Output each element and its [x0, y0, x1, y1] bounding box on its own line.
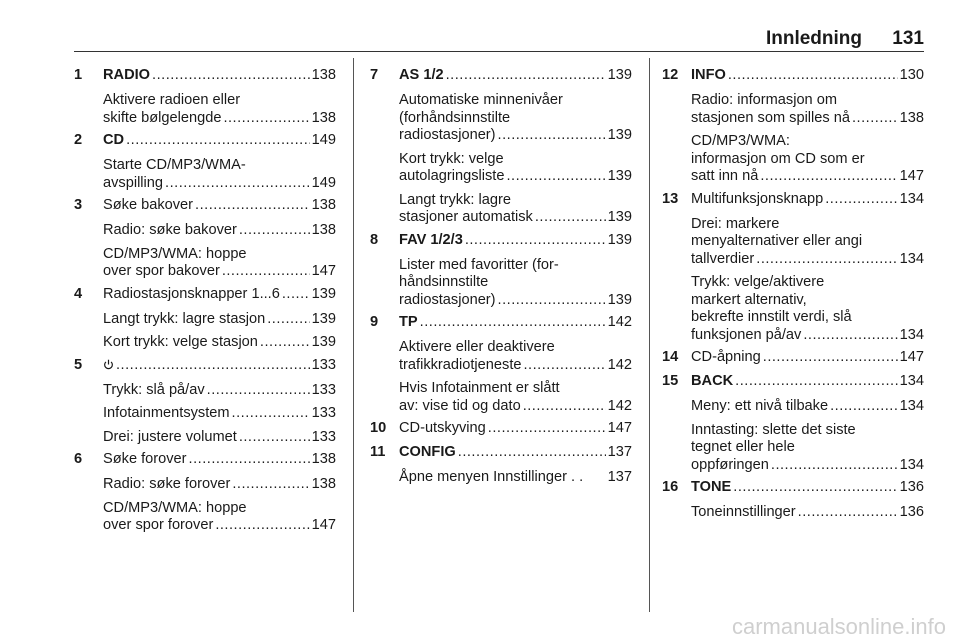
- dot-leader: [524, 357, 606, 375]
- sub-entry-line: (forhåndsinnstilte: [399, 109, 511, 126]
- entry-line: [691, 372, 924, 391]
- sub-entry-line: [103, 334, 336, 352]
- entry-line: [691, 478, 924, 497]
- sub-entry-line: CD/MP3/WMA: hoppe: [103, 245, 247, 262]
- sub-entry-line: [691, 457, 924, 475]
- sub-entry: [103, 157, 336, 192]
- header-rule: [74, 51, 924, 52]
- sub-entry-line: håndsinnstilte: [399, 274, 489, 290]
- sub-entry-text: av: vise tid og dato: [399, 397, 521, 414]
- page-reference[interactable]: 139: [607, 168, 632, 184]
- index-entry: [74, 131, 336, 151]
- sub-entry-text: skifte bølgelengde: [103, 109, 222, 126]
- entry-label: [399, 419, 486, 438]
- dot-leader: [488, 419, 606, 438]
- column-divider-1: [353, 58, 354, 612]
- entry-line: [399, 419, 632, 438]
- entry-label: [399, 231, 463, 250]
- dot-leader: [465, 231, 606, 250]
- sub-entry: [103, 311, 336, 329]
- sub-entry-line: [103, 110, 336, 128]
- sub-entry: [103, 334, 336, 352]
- sub-entry-line: Starte CD/MP3/WMA-: [103, 157, 246, 173]
- sub-entry: [691, 92, 924, 127]
- item-number: 14: [662, 349, 679, 365]
- entry-label-text: AS 1/2: [399, 67, 444, 83]
- entry-label-text: BACK: [691, 373, 734, 389]
- sub-entry-text: funksjonen på/av: [691, 326, 802, 343]
- sub-entry: [399, 257, 632, 310]
- sub-entry-line: [691, 327, 924, 345]
- dot-leader: [207, 382, 310, 400]
- sub-entry-line: Kort trykk: velge: [399, 150, 504, 167]
- entry-line: [399, 443, 632, 462]
- sub-entry-line: [399, 127, 632, 145]
- dot-leader: [189, 450, 310, 469]
- page-reference[interactable]: 139: [311, 334, 336, 350]
- entry-label-text: CD-utskyving: [399, 420, 486, 436]
- dot-leader: [282, 285, 310, 304]
- dot-leader: [760, 168, 897, 186]
- sub-entry-line: [399, 357, 632, 375]
- page-reference[interactable]: 138: [311, 109, 336, 126]
- item-number: 12: [662, 67, 679, 83]
- sub-entry-text: Toneinnstillinger: [691, 504, 796, 520]
- entry-label-text: CD: [103, 132, 125, 148]
- page-reference[interactable]: 142: [607, 314, 632, 330]
- item-number: 5: [74, 356, 83, 373]
- entry-line: [399, 231, 632, 250]
- page-reference[interactable]: 134: [899, 398, 924, 414]
- sub-entry-line: [103, 429, 336, 447]
- sub-entry-line: [691, 110, 924, 128]
- sub-entry-line: Langt trykk: lagre: [399, 191, 511, 208]
- entry-label: [691, 190, 823, 209]
- entry-line: [103, 131, 336, 150]
- index-entry: [74, 285, 336, 305]
- sub-entry: [399, 380, 632, 415]
- page-reference[interactable]: 133: [311, 381, 336, 398]
- sub-entry-line: [103, 311, 336, 329]
- dot-leader: [116, 356, 310, 375]
- page-reference[interactable]: 139: [311, 310, 336, 327]
- entry-line: [103, 285, 336, 304]
- sub-entry-text: Drei: justere volumet: [103, 428, 237, 445]
- page-reference[interactable]: 147: [899, 168, 924, 184]
- sub-entry-line: Radio: informasjon om: [691, 92, 838, 108]
- index-entry: [74, 356, 336, 376]
- page-reference[interactable]: 139: [607, 291, 632, 308]
- sub-entry-text: Kort trykk: velge stasjon: [103, 334, 258, 350]
- page-reference[interactable]: 134: [899, 190, 924, 207]
- item-number: 10: [370, 420, 387, 436]
- sub-entry: [691, 133, 924, 186]
- sub-entry-text: Infotainmentsystem: [103, 405, 230, 421]
- item-number: 8: [370, 231, 379, 248]
- sub-entry: [691, 504, 924, 522]
- index-entry: [662, 66, 924, 86]
- entry-line: [691, 190, 924, 209]
- dot-leader: [222, 263, 310, 281]
- sub-entry-line: CD/MP3/WMA:: [691, 133, 790, 149]
- column-divider-2: [649, 58, 650, 612]
- sub-entry-text: autolagringsliste: [399, 168, 505, 184]
- item-number: 13: [662, 190, 679, 207]
- dot-leader: [195, 196, 310, 215]
- sub-entry-text: over spor forover: [103, 517, 214, 533]
- dot-leader: [458, 443, 606, 462]
- dot-leader: [498, 127, 606, 145]
- entry-label: [103, 450, 187, 469]
- page-number: 131: [892, 28, 924, 49]
- sub-entry: [691, 274, 924, 344]
- index-entry: [370, 419, 632, 439]
- entry-line: [103, 356, 336, 375]
- sub-entry-line: Trykk: velge/aktivere: [691, 274, 825, 290]
- entry-label: [103, 66, 150, 85]
- dot-leader: [535, 209, 606, 227]
- dot-leader: [215, 517, 309, 535]
- sub-entry: [399, 339, 632, 374]
- page-reference[interactable]: 142: [607, 397, 632, 414]
- dot-leader: [165, 175, 310, 193]
- sub-entry-line: [399, 209, 632, 227]
- page-reference[interactable]: 138: [311, 222, 336, 238]
- sub-entry-text: avspilling: [103, 174, 164, 191]
- entry-label: [691, 478, 731, 497]
- index-entry: [370, 66, 632, 86]
- sub-entry: [103, 222, 336, 240]
- page-reference[interactable]: 138: [311, 451, 336, 467]
- sub-entry-text: tallverdier: [691, 250, 755, 267]
- entry-line: [103, 66, 336, 85]
- dot-leader: [239, 222, 310, 240]
- entry-label-text: TONE: [691, 479, 732, 495]
- index-entry: [370, 231, 632, 251]
- entry-line: [399, 66, 632, 85]
- sub-entry-text: radiostasjoner): [399, 291, 496, 308]
- entry-label: [103, 131, 124, 150]
- sub-entry-text: Langt trykk: lagre stasjon: [103, 310, 266, 327]
- sub-entry: [691, 398, 924, 416]
- sub-entry-line: informasjon om CD som er: [691, 150, 865, 167]
- sub-entry-line: menyalternativer eller angi: [691, 233, 863, 249]
- page-reference[interactable]: 139: [607, 209, 632, 225]
- entry-line: [103, 450, 336, 469]
- sub-entry-text: Meny: ett nivå tilbake: [691, 398, 829, 414]
- sub-entry: [399, 92, 632, 145]
- dot-leader: [735, 372, 897, 391]
- item-number: 3: [74, 197, 83, 213]
- entry-label: [691, 66, 726, 85]
- dot-leader: [232, 476, 309, 494]
- sub-entry-text: stasjonen som spilles nå: [691, 109, 850, 126]
- sub-entry-line: [399, 469, 632, 487]
- sub-entry-line: [103, 517, 336, 535]
- sub-entry-line: Automatiske minnenivåer: [399, 92, 563, 108]
- sub-entry: [399, 469, 632, 487]
- page-reference[interactable]: 147: [899, 349, 924, 365]
- sub-entry: [691, 422, 924, 475]
- page-header: [74, 26, 924, 52]
- column-2: [370, 66, 632, 487]
- dot-leader: [498, 292, 606, 310]
- index-entry: [662, 372, 924, 392]
- page-reference[interactable]: 137: [607, 469, 632, 485]
- index-entry: [662, 348, 924, 368]
- dot-leader: [825, 190, 897, 209]
- entry-label-text: Radiostasjonsknapper 1...6: [103, 285, 280, 302]
- sub-entry-line: Inntasting: slette det siste: [691, 421, 856, 438]
- dot-leader: [223, 110, 309, 128]
- sub-entry: [103, 246, 336, 281]
- sub-entry-line: [691, 168, 924, 186]
- dot-leader: [446, 66, 606, 85]
- item-number: 6: [74, 451, 83, 467]
- sub-entry-line: markert alternativ,: [691, 291, 807, 308]
- entry-label-text: Multifunksjonsknapp: [691, 190, 824, 207]
- dot-leader: [852, 110, 898, 128]
- page-reference[interactable]: 138: [311, 197, 336, 213]
- section-title: Innledning: [765, 28, 862, 49]
- sub-entry-line: Aktivere eller deaktivere: [399, 339, 555, 355]
- watermark: carmanualsonline.info: [731, 614, 946, 639]
- sub-entry: [103, 382, 336, 400]
- sub-entry-line: Drei: markere: [691, 215, 780, 232]
- page-reference[interactable]: 133: [311, 356, 336, 373]
- sub-entry-line: [103, 263, 336, 281]
- dot-leader: [803, 327, 897, 345]
- sub-entry: [399, 192, 632, 227]
- item-number: 15: [662, 373, 679, 389]
- dot-leader: [420, 313, 606, 332]
- dot-leader: [506, 168, 605, 186]
- sub-entry-text: Trykk: slå på/av: [103, 381, 205, 398]
- entry-label-text: CD-åpning: [691, 349, 761, 365]
- dot-leader: [260, 334, 310, 352]
- index-entry: [662, 190, 924, 210]
- page-reference[interactable]: 134: [899, 456, 924, 473]
- page-reference[interactable]: 133: [311, 405, 336, 421]
- index-entry: [74, 196, 336, 216]
- sub-entry-line: [399, 398, 632, 416]
- page-reference[interactable]: 142: [607, 356, 632, 373]
- sub-entry-line: [103, 405, 336, 423]
- item-number: 11: [370, 444, 386, 460]
- index-entry: [370, 313, 632, 333]
- sub-entry-text: oppføringen: [691, 456, 769, 473]
- dot-leader: [756, 251, 897, 269]
- index-entry: [74, 66, 336, 86]
- sub-entry-line: [103, 175, 336, 193]
- entry-label: [103, 285, 280, 304]
- sub-entry-line: [103, 476, 336, 494]
- entry-label-text: Søke bakover: [103, 197, 194, 213]
- page-reference[interactable]: 138: [311, 476, 336, 492]
- index-entry: [74, 450, 336, 470]
- item-number: 2: [74, 132, 83, 148]
- entry-label: [399, 443, 456, 462]
- page-reference[interactable]: 130: [899, 67, 924, 83]
- sub-entry: [103, 476, 336, 494]
- dot-leader: [771, 457, 898, 475]
- page-reference[interactable]: 138: [311, 67, 336, 83]
- entry-label-text: FAV 1/2/3: [399, 231, 463, 248]
- column-3: [662, 66, 924, 522]
- page-reference[interactable]: 139: [607, 231, 632, 248]
- sub-entry-line: CD/MP3/WMA: hoppe: [103, 499, 247, 516]
- entry-label: [399, 313, 418, 332]
- page-reference[interactable]: 149: [311, 174, 336, 191]
- sub-entry-line: Aktivere radioen eller: [103, 92, 241, 108]
- sub-entry-text: stasjoner automatisk: [399, 209, 533, 225]
- sub-entry-line: [691, 398, 924, 416]
- page-reference[interactable]: 136: [899, 479, 924, 495]
- page-reference[interactable]: 139: [607, 67, 632, 83]
- entry-line: [103, 196, 336, 215]
- page-reference[interactable]: 147: [311, 263, 336, 279]
- entry-line: [691, 348, 924, 367]
- page-reference[interactable]: 138: [899, 109, 924, 126]
- sub-entry: [691, 216, 924, 269]
- sub-entry-line: [691, 504, 924, 522]
- dot-leader: [523, 398, 606, 416]
- entry-label-text: INFO: [691, 67, 726, 83]
- entry-label: [691, 348, 761, 367]
- entry-label: [399, 66, 444, 85]
- sub-entry-text: trafikkradiotjeneste: [399, 356, 522, 373]
- dot-leader: [152, 66, 310, 85]
- item-number: 7: [370, 67, 379, 83]
- entry-label-text: Søke forover: [103, 451, 187, 467]
- dot-leader: [733, 478, 897, 497]
- entry-label: [103, 196, 193, 215]
- page-reference[interactable]: 137: [607, 444, 632, 460]
- dot-leader: [267, 311, 309, 329]
- dot-leader: [126, 131, 310, 150]
- dot-leader: [830, 398, 898, 416]
- dot-leader: [239, 429, 310, 447]
- sub-entry-line: [103, 382, 336, 400]
- sub-entry: [399, 151, 632, 186]
- sub-entry-line: [399, 292, 632, 310]
- sub-entry-line: Hvis Infotainment er slått: [399, 380, 560, 396]
- sub-entry-line: bekrefte innstilt verdi, slå: [691, 309, 852, 325]
- sub-entry-text: radiostasjoner): [399, 127, 496, 143]
- sub-entry-text: satt inn nå: [691, 168, 759, 184]
- page-reference[interactable]: 136: [899, 504, 924, 520]
- entry-label-text: CONFIG: [399, 444, 456, 460]
- page-reference[interactable]: 134: [899, 326, 924, 343]
- sub-entry-text: Åpne menyen Innstillinger . .: [399, 469, 584, 485]
- page-reference[interactable]: 139: [607, 127, 632, 143]
- entry-label: [691, 372, 733, 391]
- sub-entry-line: Lister med favoritter (for-: [399, 256, 559, 273]
- power-icon: [103, 357, 114, 368]
- sub-entry-line: tegnet eller hele: [691, 439, 795, 455]
- dot-leader: [728, 66, 898, 85]
- entry-label-text: TP: [399, 314, 418, 330]
- page-reference[interactable]: 133: [311, 428, 336, 445]
- index-entry: [662, 478, 924, 498]
- item-number: 9: [370, 314, 379, 330]
- page-reference[interactable]: 134: [899, 250, 924, 267]
- page-reference[interactable]: 139: [311, 285, 336, 302]
- sub-entry-text: Radio: søke bakover: [103, 222, 237, 238]
- page-reference[interactable]: 134: [899, 373, 924, 389]
- column-1: [74, 66, 336, 535]
- item-number: 1: [74, 67, 83, 83]
- sub-entry-line: [691, 251, 924, 269]
- item-number: 4: [74, 285, 83, 302]
- page-reference[interactable]: 149: [311, 132, 336, 148]
- sub-entry: [103, 405, 336, 423]
- entry-label: [103, 356, 114, 375]
- dot-leader: [232, 405, 310, 423]
- entry-label-text: RADIO: [103, 67, 151, 83]
- sub-entry: [103, 92, 336, 127]
- sub-entry-text: Radio: søke forover: [103, 476, 231, 492]
- entry-line: [399, 313, 632, 332]
- dot-leader: [763, 348, 898, 367]
- page-reference[interactable]: 147: [311, 517, 336, 533]
- index-entry: [370, 443, 632, 463]
- item-number: 16: [662, 479, 679, 495]
- page-reference[interactable]: 147: [607, 420, 632, 436]
- sub-entry-text: over spor bakover: [103, 263, 220, 279]
- entry-line: [691, 66, 924, 85]
- sub-entry: [103, 429, 336, 447]
- sub-entry-line: [103, 222, 336, 240]
- dot-leader: [798, 504, 898, 522]
- sub-entry: [103, 500, 336, 535]
- sub-entry-line: [399, 168, 632, 186]
